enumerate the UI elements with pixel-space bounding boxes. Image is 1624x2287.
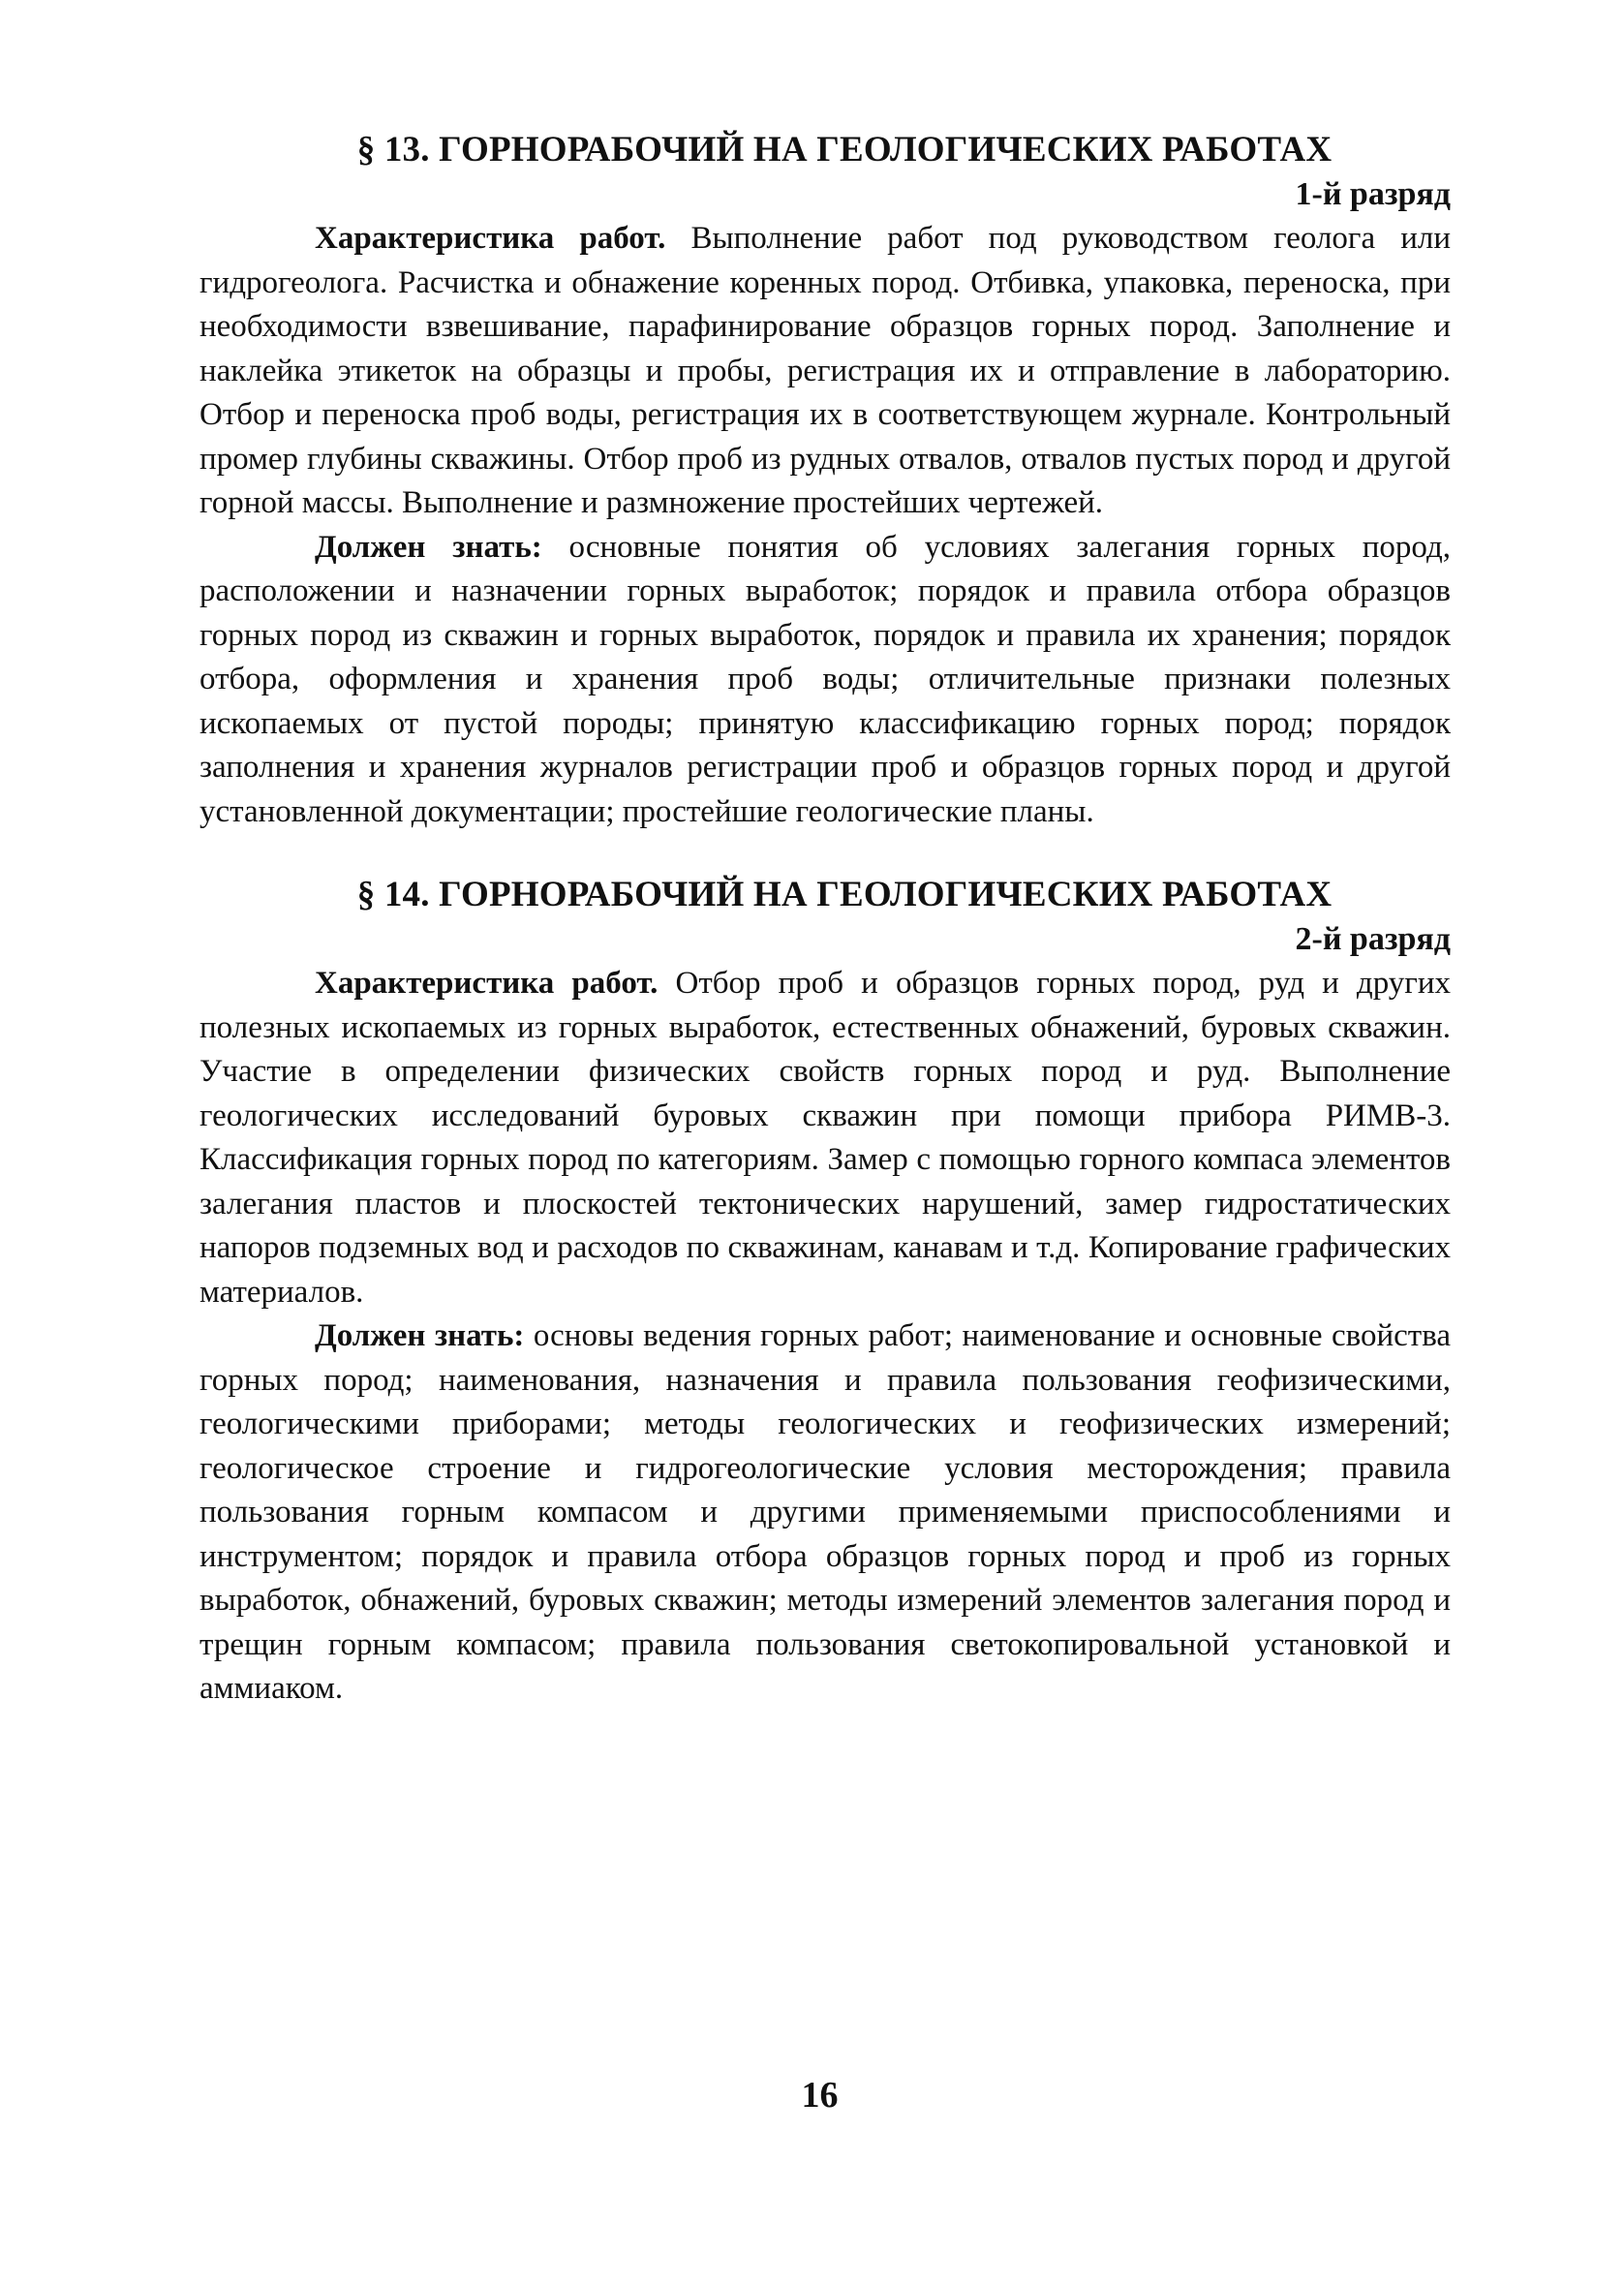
section-13 (199, 128, 1451, 834)
knowledge-label: Должен знать: (315, 529, 542, 565)
knowledge-paragraph (199, 1314, 1451, 1712)
characteristics-text: Отбор проб и образцов горных пород, руд и других полезных ископаемых из горных выработок, естественных обнажений, буровых скважин. Участие в определении физических свойств горных пород и руд. Выполнение геологических исследований буровых скважин при помощи прибора РИМВ-3. Классификация горных пород по категориям. Замер с помощью горного компаса элементов залегания пластов и плоскостей тектонических нарушений, замер гидростатических напоров подземных вод и расходов по скважинам, канавам и т.д. Копирование графических материалов. (199, 966, 1451, 1310)
section-title: § 13. ГОРНОРАБОЧИЙ НА ГЕОЛОГИЧЕСКИХ РАБОТАХ (356, 130, 1333, 170)
characteristics-paragraph (199, 962, 1451, 1314)
characteristics-paragraph (199, 217, 1451, 526)
section-14 (199, 873, 1451, 1712)
characteristics-text: Выполнение работ под руководством геолога или гидрогеолога. Расчистка и обнажение коренных пород. Отбивка, упаковка, переноска, при необходимости взвешивание, парафинирование образцов горных пород. Заполнение и наклейка этикеток на образцы и пробы, регистрация их и отправление в лабораторию. Отбор и переноска проб воды, регистрация их в соответствующем журнале. Контрольный промер глубины скважины. Отбор проб из рудных отвалов, отвалов пустых пород и другой горной массы. Выполнение и размножение простейших чертежей. (199, 221, 1451, 520)
characteristics-label: Характеристика работ. (315, 966, 659, 1001)
knowledge-paragraph (199, 526, 1451, 835)
knowledge-text: основные понятия об условиях залегания горных пород, расположении и назначении горных выработок; порядок и правила отбора образцов горных пород из скважин и горных выработок, порядок и правила их хранения; порядок отбора, оформления и хранения проб воды; отличительные признаки полезных ископаемых от пустой породы; принятую классификацию горных пород; порядок заполнения и хранения журналов регистрации проб и образцов горных пород и другой установленной документации; простейшие геологические планы. (199, 529, 1451, 829)
knowledge-label: Должен знать: (315, 1318, 525, 1353)
section-title: § 14. ГОРНОРАБОЧИЙ НА ГЕОЛОГИЧЕСКИХ РАБОТАХ (356, 875, 1333, 914)
grade-label: 1-й разряд (1295, 176, 1451, 212)
page-number: 16 (801, 2075, 839, 2116)
knowledge-text: основы ведения горных работ; наименование и основные свойства горных пород; наименования, назначения и правила пользования геофизическими, геологическими приборами; методы геологических и геофизических измерений; геологическое строение и гидрогеологические условия месторождения; правила пользования горным компасом и другими применяемыми приспособлениями и инструментом; порядок и правила отбора образцов горных пород и проб из горных выработок, обнажений, буровых скважин; методы измерений элементов залегания пород и трещин горным компасом; правила пользования светокопировальной установкой и аммиаком. (199, 1318, 1451, 1706)
grade-label: 2-й разряд (1295, 921, 1451, 957)
page-content (199, 128, 1451, 1712)
characteristics-label: Характеристика работ. (315, 221, 666, 256)
